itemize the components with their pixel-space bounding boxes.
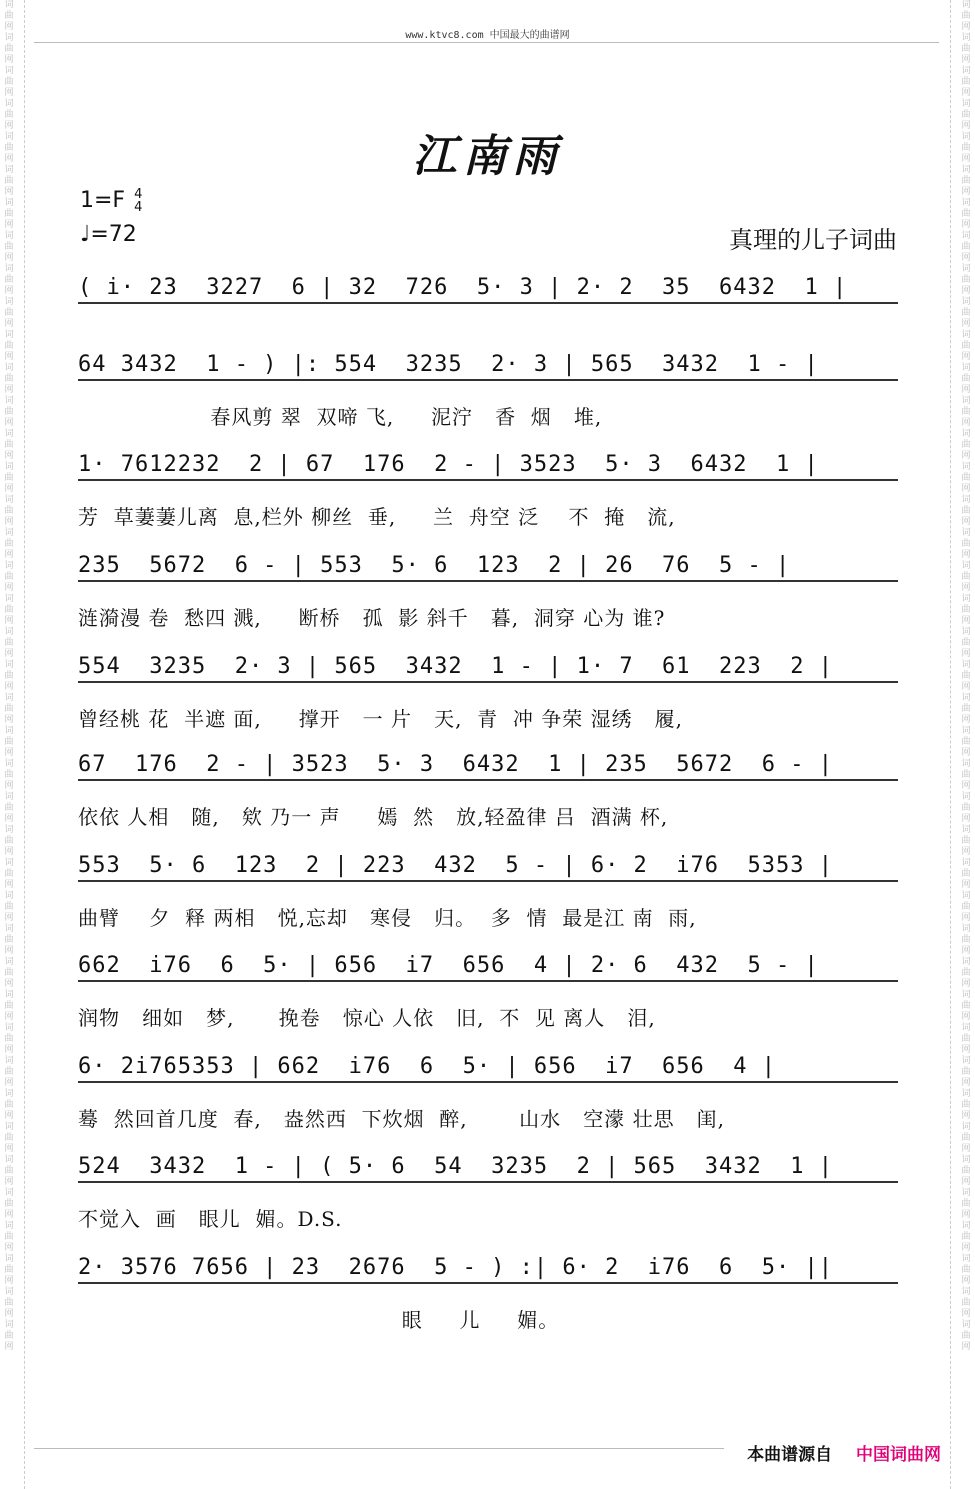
lyrics-line: 芳 草萋萋儿离 息,栏外 柳丝 垂, 兰 舟空 泛 不 掩 流,: [78, 505, 676, 529]
score-line: 64 3432 1 - ) |: 554 3235 2· 3 | 565 3432 1 - |: [78, 352, 898, 381]
lyrics-line: 曾经桃 花 半遮 面, 撑开 一 片 天, 青 冲 争荣 湿绣 履,: [78, 707, 684, 731]
lyrics-line: 依依 人相 随, 欸 乃一 声 嫣 然 放,轻盈律 吕 酒满 杯,: [78, 805, 669, 829]
footer-label: 本曲谱源自: [747, 1445, 833, 1465]
lyrics-line: 曲臂 夕 释 两相 悦,忘却 寒侵 归。 多 情 最是江 南 雨,: [78, 906, 697, 930]
composer-credit: 真理的儿子词曲: [729, 226, 897, 254]
score-line: ( i· 23 3227 6 | 32 726 5· 3 | 2· 2 35 6432 1 |: [78, 275, 898, 304]
score-line: 235 5672 6 - | 553 5· 6 123 2 | 26 76 5 - |: [78, 553, 898, 582]
footer-credit: [747, 1440, 941, 1465]
score-line: 67 176 2 - | 3523 5· 3 6432 1 | 235 5672 6 - |: [78, 752, 898, 781]
right-border-line: [950, 0, 951, 1489]
site-header: www.ktvc8.com 中国最大的曲谱网: [405, 30, 570, 41]
score-line: 554 3235 2· 3 | 565 3432 1 - | 1· 7 61 223 2 |: [78, 654, 898, 683]
song-title: 江南雨: [412, 131, 563, 182]
lyrics-line: 不觉入 画 眼儿 媚。D.S.: [78, 1207, 343, 1231]
score-line: 662 i76 6 5· | 656 i7 656 4 | 2· 6 432 5 - |: [78, 953, 898, 982]
key-signature: [80, 188, 142, 214]
left-watermark-strip: 词曲网词曲网词曲网词曲网词曲网词曲网词曲网词曲网词曲网词曲网词曲网词曲网词曲网词曲网词曲网词曲网词曲网词曲网词曲网词曲网词曲网词曲网词曲网词曲网词曲网词曲网词曲网词曲网词曲网词曲网词曲网词曲网词曲网词曲网词曲网词曲网词曲网词曲网词曲网词曲网词曲网: [4, 0, 14, 1352]
footer-rule: [34, 1448, 724, 1449]
score-line: 6· 2i765353 | 662 i76 6 5· | 656 i7 656 4 |: [78, 1054, 898, 1083]
lyrics-line: 蓦 然回首几度 春, 盎然西 下炊烟 醉, 山水 空濛 壮思 闺,: [78, 1107, 726, 1131]
score-line: 524 3432 1 - | ( 5· 6 54 3235 2 | 565 3432 1 |: [78, 1154, 898, 1183]
lyrics-line: 眼 儿 媚。: [78, 1308, 560, 1332]
lyrics-line: 润物 细如 梦, 挽卷 惊心 人依 旧, 不 见 离人 泪,: [78, 1006, 656, 1030]
footer-brand: 中国词曲网: [856, 1445, 941, 1465]
lyrics-line: 涟漪漫 卷 愁四 溅, 断桥 孤 影 斜千 暮, 洞穿 心为 谁?: [78, 606, 666, 630]
left-border-line: [24, 0, 25, 1489]
tempo-marking: ♩=72: [80, 222, 137, 247]
right-watermark-strip: 词曲网词曲网词曲网词曲网词曲网词曲网词曲网词曲网词曲网词曲网词曲网词曲网词曲网词曲网词曲网词曲网词曲网词曲网词曲网词曲网词曲网词曲网词曲网词曲网词曲网词曲网词曲网词曲网词曲网词曲网词曲网词曲网词曲网词曲网词曲网词曲网词曲网词曲网词曲网词曲网词曲网: [961, 0, 971, 1352]
meter-bottom: 4: [134, 200, 143, 215]
lyrics-line: 春风剪 翠 双啼 飞, 泥泞 香 烟 堆,: [78, 405, 603, 429]
score-line: 1· 7612232 2 | 67 176 2 - | 3523 5· 3 6432 1 |: [78, 452, 898, 481]
score-line: 2· 3576 7656 | 23 2676 5 - ) :| 6· 2 i76 6 5· ||: [78, 1255, 898, 1284]
meter-top: 4: [134, 187, 143, 202]
time-signature: [134, 188, 142, 214]
key-label: 1=F: [80, 188, 126, 213]
score-line: 553 5· 6 123 2 | 223 432 5 - | 6· 2 i76 5353 |: [78, 853, 898, 882]
header-rule: [34, 42, 939, 43]
